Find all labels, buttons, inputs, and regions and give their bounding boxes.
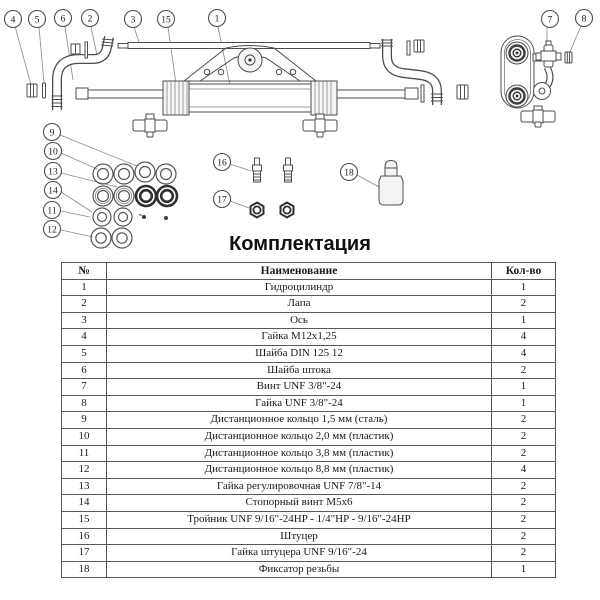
- parts-diagram: [0, 0, 600, 250]
- cell-qty: 4: [492, 329, 556, 346]
- cell-num: 8: [62, 395, 107, 412]
- table-row: [62, 412, 556, 429]
- callout-14: [45, 182, 62, 199]
- cell-name: Стопорный винт M5x6: [107, 495, 492, 512]
- svg-text:3: 3: [130, 15, 136, 26]
- cell-qty: 2: [492, 412, 556, 429]
- cell-num: 10: [62, 428, 107, 445]
- callout-11: [44, 202, 61, 219]
- svg-text:18: 18: [344, 168, 354, 179]
- helm-link-bracket-drawing: [501, 36, 572, 127]
- cell-num: 17: [62, 545, 107, 562]
- cell-name: Винт UNF 3/8"-24: [107, 379, 492, 396]
- cell-num: 12: [62, 462, 107, 479]
- svg-text:15: 15: [161, 15, 171, 26]
- tee-fitting-bracket-drawing: [521, 106, 555, 127]
- table-row: [62, 495, 556, 512]
- cell-name: Дистанционное кольцо 2,0 мм (пластик): [107, 428, 492, 445]
- callout-8: [576, 10, 593, 27]
- cell-qty: 1: [492, 395, 556, 412]
- callout-6: [55, 10, 72, 27]
- cell-qty: 2: [492, 511, 556, 528]
- callout-13: [45, 163, 62, 180]
- callout-1: [209, 10, 226, 27]
- svg-text:2: 2: [87, 14, 93, 25]
- fittings-drawing: [251, 158, 294, 218]
- cell-num: 6: [62, 362, 107, 379]
- callout-16: [214, 154, 231, 171]
- svg-text:13: 13: [48, 167, 58, 178]
- callout-5: [29, 11, 46, 28]
- svg-text:12: 12: [47, 225, 57, 236]
- cell-num: 3: [62, 312, 107, 329]
- cell-name: Ось: [107, 312, 492, 329]
- cell-num: 16: [62, 528, 107, 545]
- cell-qty: 2: [492, 478, 556, 495]
- cell-qty: 2: [492, 445, 556, 462]
- callout-2: [82, 10, 99, 27]
- table-row: [62, 511, 556, 528]
- cell-name: Шайба штока: [107, 362, 492, 379]
- cell-qty: 4: [492, 345, 556, 362]
- cell-name: Дистанционное кольцо 8,8 мм (пластик): [107, 462, 492, 479]
- cell-qty: 2: [492, 495, 556, 512]
- callout-15: [158, 11, 175, 28]
- cell-num: 5: [62, 345, 107, 362]
- thread-locker-bottle-drawing: [379, 161, 403, 206]
- svg-text:9: 9: [49, 128, 55, 139]
- cell-name: Дистанционное кольцо 1,5 мм (сталь): [107, 412, 492, 429]
- table-row: [62, 528, 556, 545]
- callout-3: [125, 11, 142, 28]
- cell-name: Гайка регулировочная UNF 7/8"-14: [107, 478, 492, 495]
- tee-fitting-right-drawing: [303, 114, 337, 137]
- col-header-qty: Кол-во: [492, 263, 556, 280]
- table-row: [62, 379, 556, 396]
- callout-4: [5, 11, 22, 28]
- svg-text:16: 16: [217, 158, 227, 169]
- section-title: Комплектация: [229, 233, 371, 255]
- cell-num: 7: [62, 379, 107, 396]
- cell-num: 15: [62, 511, 107, 528]
- table-body: [62, 279, 556, 578]
- callout-17: [214, 191, 231, 208]
- svg-text:7: 7: [547, 15, 553, 26]
- svg-text:14: 14: [48, 186, 58, 197]
- table-header-row: [62, 263, 556, 280]
- table-row: [62, 428, 556, 445]
- cell-num: 18: [62, 561, 107, 578]
- cell-qty: 1: [492, 312, 556, 329]
- cell-name: Лапа: [107, 296, 492, 313]
- cell-qty: 1: [492, 379, 556, 396]
- hydraulic-cylinder-drawing: [76, 46, 418, 138]
- cell-num: 9: [62, 412, 107, 429]
- cell-qty: 1: [492, 279, 556, 296]
- cell-qty: 2: [492, 528, 556, 545]
- svg-text:6: 6: [60, 14, 66, 25]
- cell-num: 14: [62, 495, 107, 512]
- svg-text:10: 10: [48, 147, 58, 158]
- table-row: [62, 362, 556, 379]
- svg-text:4: 4: [10, 15, 16, 26]
- cell-num: 11: [62, 445, 107, 462]
- col-header-num: №: [62, 263, 107, 280]
- cell-name: Фиксатор резьбы: [107, 561, 492, 578]
- cell-name: Тройник UNF 9/16"-24HP - 1/4"HP - 9/16"-24HP: [107, 511, 492, 528]
- svg-text:11: 11: [47, 206, 57, 217]
- table-row: [62, 395, 556, 412]
- table-row: [62, 279, 556, 296]
- cell-qty: 2: [492, 545, 556, 562]
- callout-7: [542, 11, 559, 28]
- table-row: [62, 561, 556, 578]
- nut-and-washer-drawing: [27, 83, 46, 98]
- parts-table: [61, 262, 556, 578]
- cell-name: Штуцер: [107, 528, 492, 545]
- cell-name: Гидроцилиндр: [107, 279, 492, 296]
- table-row: [62, 329, 556, 346]
- cell-num: 1: [62, 279, 107, 296]
- table-row: [62, 478, 556, 495]
- table-row: [62, 345, 556, 362]
- table-row: [62, 296, 556, 313]
- svg-text:8: 8: [581, 14, 587, 25]
- col-header-name: Наименование: [107, 263, 492, 280]
- cell-name: Гайка M12x1,25: [107, 329, 492, 346]
- cell-num: 13: [62, 478, 107, 495]
- cell-num: 2: [62, 296, 107, 313]
- table-row: [62, 545, 556, 562]
- cell-qty: 4: [492, 462, 556, 479]
- cell-qty: 2: [492, 428, 556, 445]
- cell-qty: 2: [492, 296, 556, 313]
- table-row: [62, 462, 556, 479]
- cell-name: Гайка штуцера UNF 9/16"-24: [107, 545, 492, 562]
- svg-text:17: 17: [217, 195, 227, 206]
- cell-qty: 1: [492, 561, 556, 578]
- svg-text:1: 1: [214, 14, 220, 25]
- cell-name: Шайба DIN 125 12: [107, 345, 492, 362]
- callout-9: [44, 124, 61, 141]
- table-row: [62, 312, 556, 329]
- cell-qty: 2: [492, 362, 556, 379]
- callout-18: [341, 164, 358, 181]
- table-row: [62, 445, 556, 462]
- cell-name: Гайка UNF 3/8"-24: [107, 395, 492, 412]
- cell-num: 4: [62, 329, 107, 346]
- tee-fitting-left-drawing: [133, 114, 167, 137]
- cell-name: Дистанционное кольцо 3,8 мм (пластик): [107, 445, 492, 462]
- callout-10: [45, 143, 62, 160]
- svg-text:5: 5: [34, 15, 40, 26]
